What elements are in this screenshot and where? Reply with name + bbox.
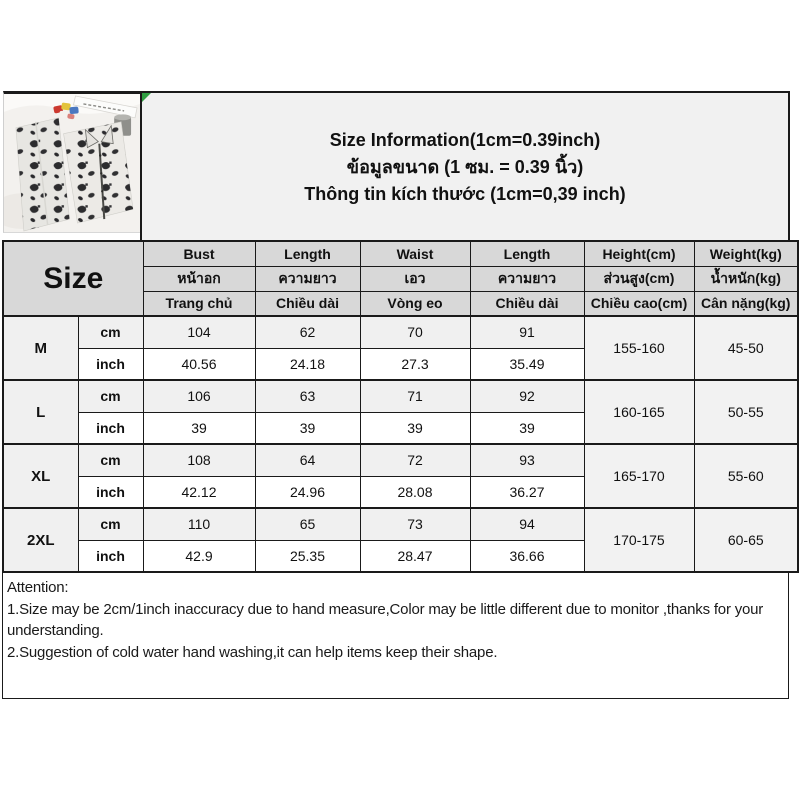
row-l-cm [3, 380, 798, 412]
value-cell: 71 [360, 380, 470, 412]
attention-heading: Attention: [7, 579, 69, 596]
unit-cell: cm [78, 508, 143, 540]
col-header-waist: Waist [360, 241, 470, 266]
value-cell: 27.3 [360, 348, 470, 380]
height-range-cell: 155-160 [584, 316, 694, 380]
weight-range-cell: 45-50 [694, 316, 798, 380]
unit-cell: cm [78, 444, 143, 476]
value-cell: 108 [143, 444, 255, 476]
unit-cell: cm [78, 380, 143, 412]
value-cell: 73 [360, 508, 470, 540]
value-cell: 42.9 [143, 540, 255, 572]
height-range-cell: 160-165 [584, 380, 694, 444]
value-cell: 104 [143, 316, 255, 348]
title-box [140, 91, 790, 240]
col-header-length2-vi: Chiều dài [470, 291, 584, 316]
col-header-length2: Length [470, 241, 584, 266]
value-cell: 93 [470, 444, 584, 476]
value-cell: 24.96 [255, 476, 360, 508]
title-thai: ข้อมูลขนาด (1 ซม. = 0.39 นิ้ว) [346, 156, 584, 177]
value-cell: 91 [470, 316, 584, 348]
size-cell: XL [3, 444, 78, 508]
value-cell: 92 [470, 380, 584, 412]
value-cell: 25.35 [255, 540, 360, 572]
value-cell: 40.56 [143, 348, 255, 380]
value-cell: 39 [470, 412, 584, 444]
weight-range-cell: 50-55 [694, 380, 798, 444]
weight-range-cell: 60-65 [694, 508, 798, 572]
col-header-weight-th: น้ำหนัก(kg) [694, 266, 798, 291]
value-cell: 39 [360, 412, 470, 444]
col-header-length-vi: Chiều dài [255, 291, 360, 316]
col-header-height: Height(cm) [584, 241, 694, 266]
height-range-cell: 165-170 [584, 444, 694, 508]
size-table [2, 240, 799, 573]
green-corner-marker-icon [142, 93, 151, 102]
unit-cell: inch [78, 412, 143, 444]
value-cell: 36.27 [470, 476, 584, 508]
col-header-waist-th: เอว [360, 266, 470, 291]
value-cell: 28.08 [360, 476, 470, 508]
value-cell: 39 [143, 412, 255, 444]
col-header-waist-vi: Vòng eo [360, 291, 470, 316]
col-header-bust-th: หน้าอก [143, 266, 255, 291]
product-photo [3, 91, 140, 233]
attention-line-1-wrap: understanding. [7, 622, 104, 639]
value-cell: 35.49 [470, 348, 584, 380]
attention-notes [2, 573, 789, 699]
row-xl-cm [3, 444, 798, 476]
weight-range-cell: 55-60 [694, 444, 798, 508]
col-header-height-vi: Chiều cao(cm) [584, 291, 694, 316]
value-cell: 63 [255, 380, 360, 412]
value-cell: 72 [360, 444, 470, 476]
attention-line-1: 1.Size may be 2cm/1inch inaccuracy due to hand measure,Color may be little different due to monitor ,thanks for your [7, 600, 764, 618]
value-cell: 65 [255, 508, 360, 540]
col-header-length-th: ความยาว [255, 266, 360, 291]
value-cell: 70 [360, 316, 470, 348]
value-cell: 94 [470, 508, 584, 540]
size-cell: L [3, 380, 78, 444]
header-row-en [3, 241, 798, 266]
value-cell: 62 [255, 316, 360, 348]
value-cell: 64 [255, 444, 360, 476]
col-header-bust-vi: Trang chủ [143, 291, 255, 316]
value-cell: 36.66 [470, 540, 584, 572]
value-cell: 42.12 [143, 476, 255, 508]
row-m-cm [3, 316, 798, 348]
size-cell: 2XL [3, 508, 78, 572]
col-header-weight-vi: Cân nặng(kg) [694, 291, 798, 316]
value-cell: 39 [255, 412, 360, 444]
col-header-length2-th: ความยาว [470, 266, 584, 291]
col-header-weight: Weight(kg) [694, 241, 798, 266]
title-vietnamese: Thông tin kích thước (1cm=0,39 inch) [304, 183, 626, 204]
size-cell: M [3, 316, 78, 380]
unit-cell: inch [78, 540, 143, 572]
row-2xl-cm [3, 508, 798, 540]
col-header-bust: Bust [143, 241, 255, 266]
product-photo-art [4, 94, 140, 232]
value-cell: 110 [143, 508, 255, 540]
attention-line-2: 2.Suggestion of cold water hand washing,it can help items keep their shape. [7, 643, 498, 661]
unit-cell: cm [78, 316, 143, 348]
height-range-cell: 170-175 [584, 508, 694, 572]
col-header-length: Length [255, 241, 360, 266]
value-cell: 28.47 [360, 540, 470, 572]
title-english: Size Information(1cm=0.39inch) [329, 129, 601, 150]
unit-cell: inch [78, 476, 143, 508]
unit-cell: inch [78, 348, 143, 380]
value-cell: 24.18 [255, 348, 360, 380]
size-header: Size [3, 241, 143, 316]
col-header-height-th: ส่วนสูง(cm) [584, 266, 694, 291]
value-cell: 106 [143, 380, 255, 412]
